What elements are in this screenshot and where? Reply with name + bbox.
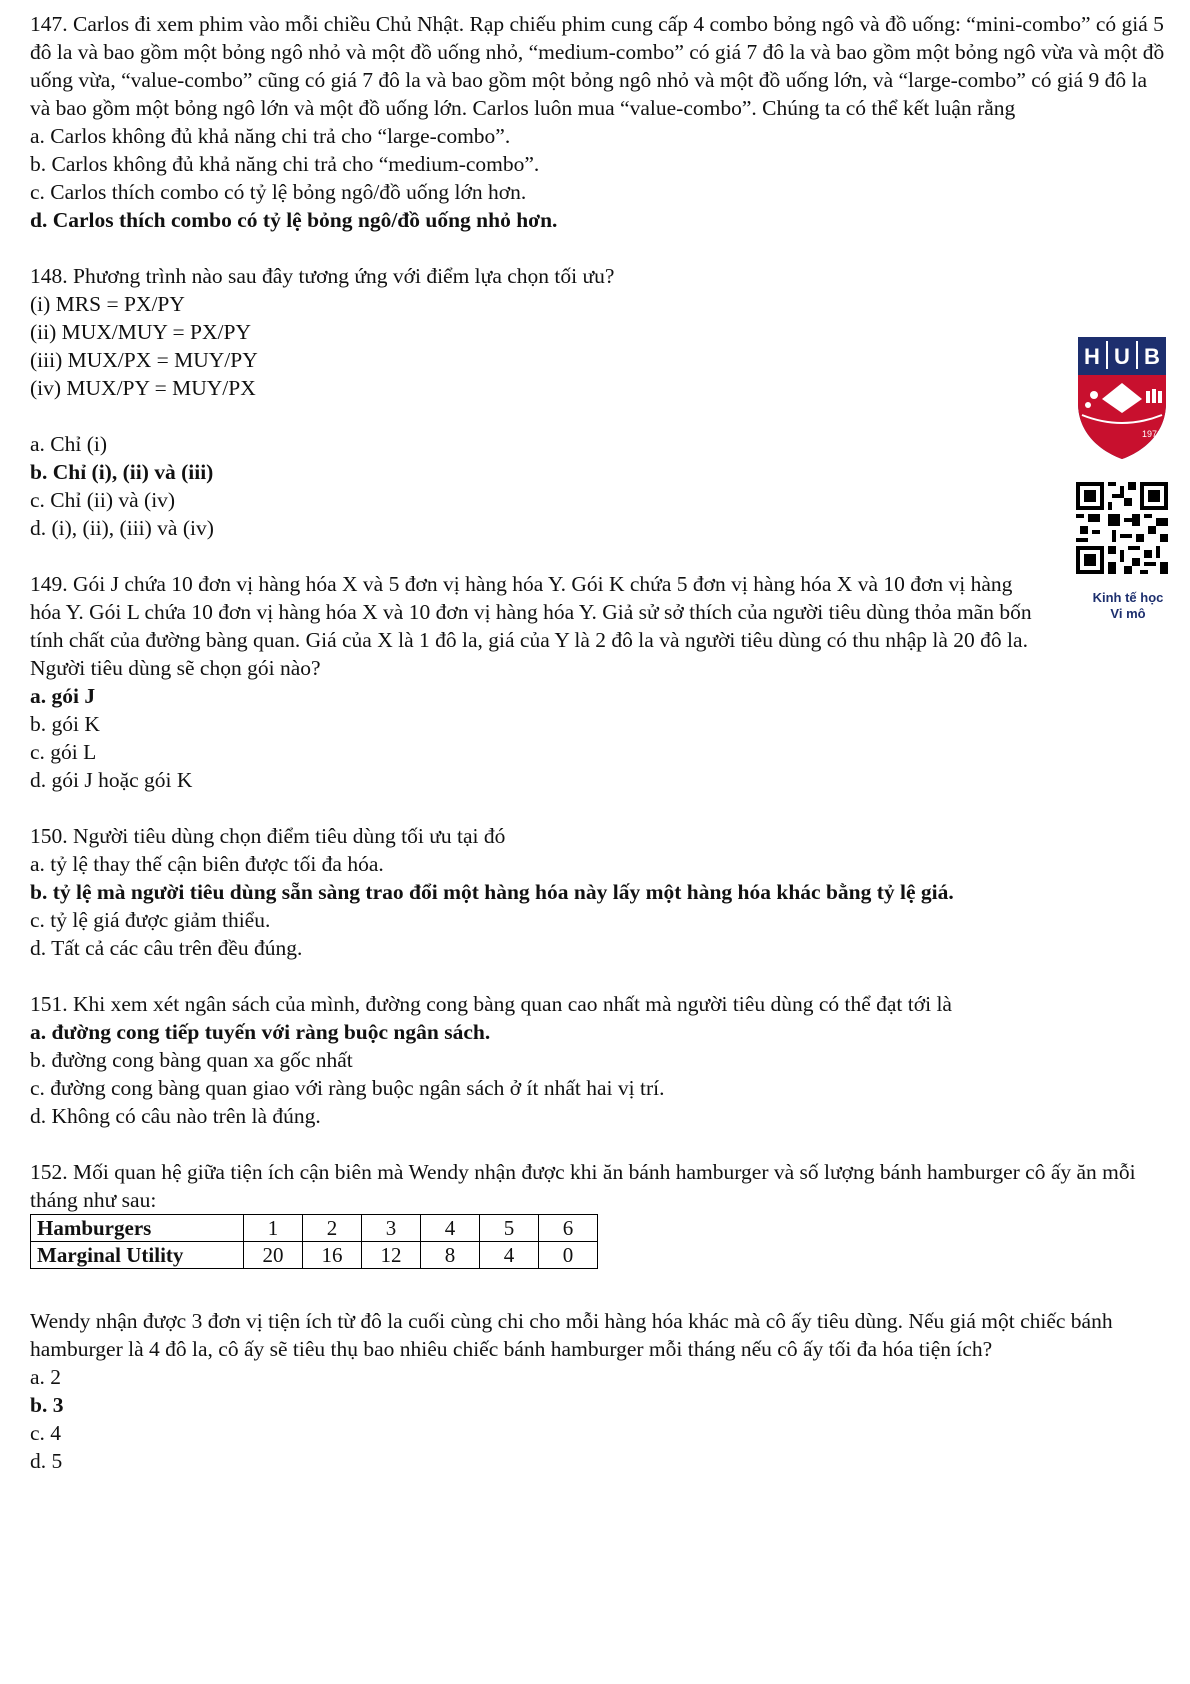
equation-iv: (iv) MUX/PY = MUY/PX — [30, 376, 256, 400]
options-152 — [30, 1363, 1170, 1475]
option-c: c. 4 — [30, 1421, 62, 1445]
question-text: 152. Mối quan hệ giữa tiện ích cận biên mà Wendy nhận được khi ăn bánh hamburger và số lượng bánh hamburger cô ấy ăn mỗi tháng như sau: — [30, 1160, 1136, 1212]
option-d: d. gói J hoặc gói K — [30, 768, 193, 792]
option-a: a. Carlos không đủ khả năng chi trả cho “large-combo”. — [30, 124, 511, 148]
option-d: d. 5 — [30, 1449, 63, 1473]
qr-code-icon — [1076, 482, 1168, 574]
caption-line-2: Vi mô — [1110, 606, 1146, 621]
shield-logo-icon — [1072, 333, 1172, 463]
option-b: b. Carlos không đủ khả năng chi trả cho “medium-combo”. — [30, 152, 540, 176]
table-cell: 12 — [362, 1242, 421, 1269]
question-text: 148. Phương trình nào sau đây tương ứng với điểm lựa chọn tối ưu? — [30, 264, 615, 288]
table-cell: 6 — [539, 1215, 598, 1242]
question-151 — [30, 990, 1170, 1130]
option-c: c. Chỉ (ii) và (iv) — [30, 488, 176, 512]
options-150 — [30, 850, 1170, 962]
question-text: 150. Người tiêu dùng chọn điểm tiêu dùng tối ưu tại đó — [30, 824, 506, 848]
option-b-answer: b. 3 — [30, 1393, 64, 1417]
option-d: d. Tất cả các câu trên đều đúng. — [30, 936, 303, 960]
subject-caption — [1080, 590, 1176, 622]
option-a-answer: a. đường cong tiếp tuyến với ràng buộc ngân sách. — [30, 1020, 491, 1044]
row-header: Hamburgers — [31, 1215, 244, 1242]
option-c: c. gói L — [30, 740, 97, 764]
options-147 — [30, 122, 1170, 234]
table-cell: 2 — [303, 1215, 362, 1242]
table-cell: 3 — [362, 1215, 421, 1242]
option-d: d. Không có câu nào trên là đúng. — [30, 1104, 321, 1128]
table-cell: 1 — [244, 1215, 303, 1242]
options-151 — [30, 1018, 1170, 1130]
table-cell: 8 — [421, 1242, 480, 1269]
question-text-2: Wendy nhận được 3 đơn vị tiện ích từ đô la cuối cùng chi cho mỗi hàng hóa khác mà cô ấy tiêu dùng. Nếu giá một chiếc bánh hamburger là 4 đô la, cô ấy sẽ tiêu thụ bao nhiêu chiếc bánh hamburger mỗi tháng nếu cô ấy tối đa hóa tiện ích? — [30, 1309, 1113, 1361]
options-149 — [30, 682, 1040, 794]
option-b-answer: b. tỷ lệ mà người tiêu dùng sẵn sàng trao đổi một hàng hóa này lấy một hàng hóa khác bằng tỷ lệ giá. — [30, 880, 954, 904]
question-148 — [30, 262, 1040, 542]
table-cell: 0 — [539, 1242, 598, 1269]
table-row-marginal-utility — [31, 1242, 598, 1269]
table-cell: 20 — [244, 1242, 303, 1269]
question-149 — [30, 570, 1040, 794]
option-c: c. đường cong bàng quan giao với ràng buộc ngân sách ở ít nhất hai vị trí. — [30, 1076, 665, 1100]
logo-letter-b: B — [1144, 344, 1160, 369]
option-d-answer: d. Carlos thích combo có tỷ lệ bỏng ngô/đồ uống nhỏ hơn. — [30, 208, 558, 232]
row-header: Marginal Utility — [31, 1242, 244, 1269]
equation-i: (i) MRS = PX/PY — [30, 292, 185, 316]
question-147 — [30, 10, 1170, 234]
question-text: 151. Khi xem xét ngân sách của mình, đường cong bàng quan cao nhất mà người tiêu dùng có thể đạt tới là — [30, 992, 952, 1016]
options-148 — [30, 430, 1040, 542]
option-b: b. gói K — [30, 712, 100, 736]
hub-logo — [1072, 333, 1172, 470]
utility-table — [30, 1214, 598, 1269]
logo-letter-u: U — [1114, 344, 1130, 369]
table-cell: 4 — [421, 1215, 480, 1242]
question-150 — [30, 822, 1170, 962]
option-a: a. tỷ lệ thay thế cận biên được tối đa hóa. — [30, 852, 384, 876]
question-text: 149. Gói J chứa 10 đơn vị hàng hóa X và 5 đơn vị hàng hóa Y. Gói K chứa 5 đơn vị hàng hóa X và 10 đơn vị hàng hóa Y. Gói L chứa 10 đơn vị hàng hóa X và 10 đơn vị hàng hóa Y. Giả sử sở thích của người tiêu dùng thỏa mãn bốn tính chất của đường bàng quan. Giá của X là 1 đô la, giá của Y là 2 đô la và người tiêu dùng có thu nhập là 20 đô la. Người tiêu dùng sẽ chọn gói nào? — [30, 572, 1032, 680]
option-a: a. Chỉ (i) — [30, 432, 108, 456]
option-d: d. (i), (ii), (iii) và (iv) — [30, 516, 214, 540]
table-row-hamburgers — [31, 1215, 598, 1242]
caption-line-1: Kinh tế học — [1092, 590, 1164, 605]
document-page — [30, 10, 1170, 1503]
question-152 — [30, 1158, 1170, 1475]
logo-year: 1976 — [1141, 429, 1163, 439]
option-b: b. đường cong bàng quan xa gốc nhất — [30, 1048, 353, 1072]
table-cell: 4 — [480, 1242, 539, 1269]
option-a-answer: a. gói J — [30, 684, 96, 708]
option-b-answer: b. Chỉ (i), (ii) và (iii) — [30, 460, 214, 484]
equation-list — [30, 290, 1040, 402]
table-cell: 16 — [303, 1242, 362, 1269]
equation-ii: (ii) MUX/MUY = PX/PY — [30, 320, 251, 344]
table-cell: 5 — [480, 1215, 539, 1242]
option-c: c. tỷ lệ giá được giảm thiểu. — [30, 908, 271, 932]
equation-iii: (iii) MUX/PX = MUY/PY — [30, 348, 258, 372]
logo-letter-h: H — [1084, 344, 1100, 369]
option-c: c. Carlos thích combo có tỷ lệ bỏng ngô/đồ uống lớn hơn. — [30, 180, 527, 204]
question-text: 147. Carlos đi xem phim vào mỗi chiều Chủ Nhật. Rạp chiếu phim cung cấp 4 combo bỏng ngô và đồ uống: “mini-combo” có giá 5 đô la và bao gồm một bỏng ngô nhỏ và một đồ uống nhỏ, “medium-combo” có giá 7 đô la và bao gồm một bỏng ngô vừa và một đồ uống vừa, “value-combo” cũng có giá 7 đô la và bao gồm một bỏng ngô nhỏ và một đồ uống lớn, và “large-combo” có giá 9 đô la và bao gồm một bỏng ngô lớn và một đồ uống lớn. Carlos luôn mua “value-combo”. Chúng ta có thể kết luận rằng — [30, 12, 1165, 120]
option-a: a. 2 — [30, 1365, 62, 1389]
